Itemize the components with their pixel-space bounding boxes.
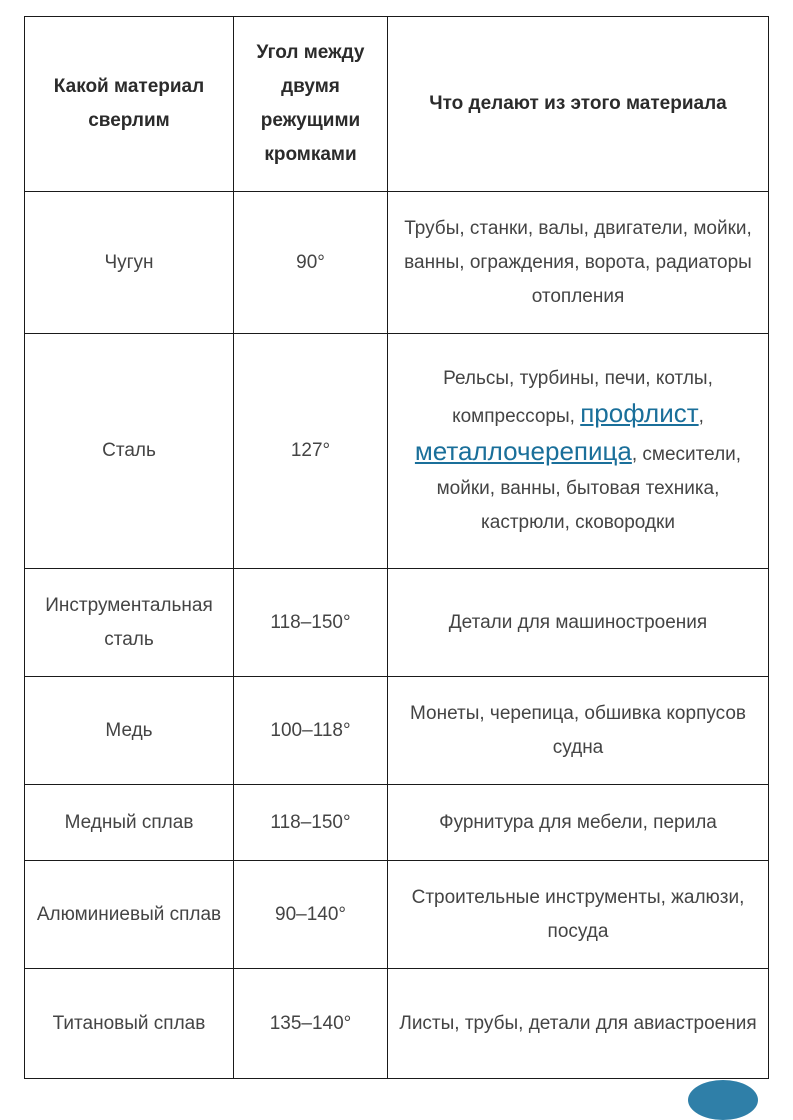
angle-cell: 90–140° xyxy=(234,861,388,969)
usage-cell: Фурнитура для мебели, перила xyxy=(388,785,769,861)
header-material: Какой материал сверлим xyxy=(25,17,234,192)
material-cell: Сталь xyxy=(25,334,234,569)
usage-cell: Детали для машиностроения xyxy=(388,569,769,677)
angle-cell: 135–140° xyxy=(234,969,388,1079)
table-row xyxy=(25,785,769,861)
table-row xyxy=(25,569,769,677)
header-usage: Что делают из этого материала xyxy=(388,17,769,192)
proflist-link[interactable]: профлист xyxy=(580,398,699,428)
header-angle: Угол между двумя режущими кромками xyxy=(234,17,388,192)
metal-tile-link[interactable]: металлочерепица xyxy=(414,436,632,466)
angle-cell: 118–150° xyxy=(234,569,388,677)
table-row xyxy=(25,861,769,969)
angle-cell: 127° xyxy=(234,334,388,569)
usage-text: , смесители, мойки, ванны, бытовая техника, кастрюли, сковородки xyxy=(436,444,742,533)
material-cell: Алюминиевый сплав xyxy=(25,861,234,969)
header-row xyxy=(25,17,769,192)
usage-cell: Строительные инструменты, жалюзи, посуда xyxy=(388,861,769,969)
material-cell: Медный сплав xyxy=(25,785,234,861)
angle-cell: 100–118° xyxy=(234,677,388,785)
angle-cell: 90° xyxy=(234,192,388,334)
material-cell: Инструментальная сталь xyxy=(25,569,234,677)
usage-cell: Трубы, станки, валы, двигатели, мойки, ванны, ограждения, ворота, радиаторы отопления xyxy=(388,192,769,334)
drill-angle-table xyxy=(24,16,769,1079)
usage-text: Рельсы, турбины, печи, котлы, компрессоры, xyxy=(443,368,713,427)
usage-cell xyxy=(388,334,769,569)
table-row xyxy=(25,969,769,1079)
table-row xyxy=(25,677,769,785)
material-cell: Титановый сплав xyxy=(25,969,234,1079)
table-row xyxy=(25,334,769,569)
usage-cell: Листы, трубы, детали для авиастроения xyxy=(388,969,769,1079)
angle-cell: 118–150° xyxy=(234,785,388,861)
usage-text: , xyxy=(698,406,704,427)
table-row xyxy=(25,192,769,334)
material-cell: Чугун xyxy=(25,192,234,334)
material-cell: Медь xyxy=(25,677,234,785)
usage-cell: Монеты, черепица, обшивка корпусов судна xyxy=(388,677,769,785)
floating-action-button[interactable] xyxy=(688,1080,758,1120)
